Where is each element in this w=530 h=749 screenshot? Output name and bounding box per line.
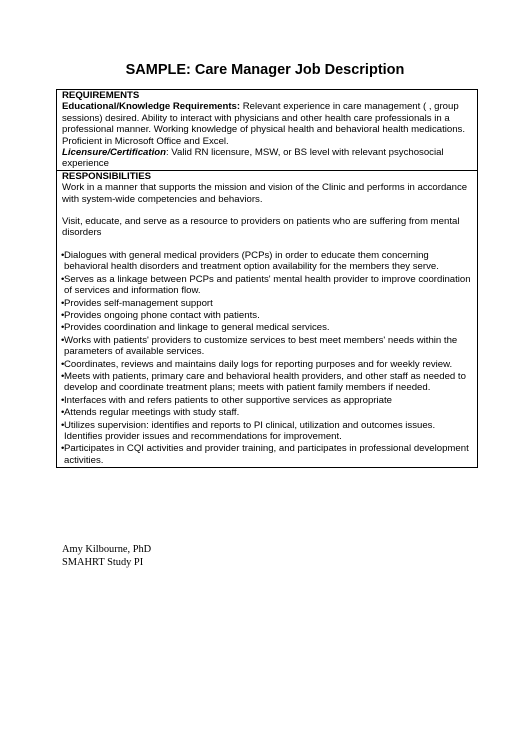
list-item (62, 420, 473, 443)
job-description-table (56, 89, 478, 468)
educational-label: Educational/Knowledge Requirements: (62, 101, 241, 113)
bullet-icon: • (61, 419, 65, 431)
list-item-text: Provides ongoing phone contact with patients. (64, 309, 260, 321)
list-item (62, 310, 473, 321)
bullet-icon: • (61, 407, 65, 419)
list-item-text: Participates in CQI activities and provider training, and participates in professional development activities. (64, 443, 469, 466)
list-item-text: Interfaces with and refers patients to other supportive services as appropriate (64, 394, 392, 406)
list-item (62, 443, 473, 466)
list-item (62, 359, 473, 370)
bullet-icon: • (61, 443, 65, 455)
list-item (62, 298, 473, 309)
bullet-icon: • (61, 322, 65, 334)
bullet-icon: • (61, 297, 65, 309)
list-item (62, 322, 473, 333)
responsibilities-intro-2: Visit, educate, and serve as a resource to providers on patients who are suffering from mental disorders (62, 216, 460, 239)
signature-name: Amy Kilbourne, PhD (62, 544, 152, 555)
bullet-icon: • (61, 394, 65, 406)
list-item (62, 371, 473, 394)
list-item-text: Dialogues with general medical providers (PCPs) in order to educate them concerning behavioral health disorders and treatment option availability for the members they serve. (64, 249, 439, 273)
educational-text: Relevant experience in care management ( , group sessions) desired. Ability to interact with physicians and other health care professionals in a professional manner. Working knowledge of physical health and behavioral health medications. Proficient in Microsoft Office and Excel. (62, 101, 466, 147)
list-item (62, 395, 473, 406)
bullet-icon: • (61, 249, 65, 261)
educational-requirements (62, 101, 473, 147)
spacer (62, 205, 473, 216)
responsibilities-list (62, 250, 473, 466)
requirements-section (57, 90, 477, 170)
bullet-icon: • (61, 370, 65, 382)
licensure-text: : Valid RN licensure, MSW, or BS level with relevant psychosocial experience (62, 147, 444, 170)
list-item-text: Utilizes supervision: identifies and reports to PI clinical, utilization and outcomes issues. Identifies provider issues and recommendations for improvement. (64, 419, 436, 442)
bullet-icon: • (61, 273, 65, 285)
signature-role: SMAHRT Study PI (62, 557, 144, 568)
licensure-label: Licensure/Certification (62, 147, 166, 159)
list-item (62, 274, 473, 297)
list-item-text: Works with patients' providers to customize services to best meet members' needs within the parameters of available services. (64, 334, 458, 358)
list-item (62, 250, 473, 273)
list-item-text: Provides coordination and linkage to general medical services. (64, 322, 330, 334)
list-item (62, 335, 473, 358)
list-item-text: Attends regular meetings with study staff. (64, 407, 240, 419)
list-item-text: Coordinates, reviews and maintains daily logs for reporting purposes and for weekly review. (64, 358, 453, 370)
responsibilities-section (57, 170, 477, 466)
bullet-icon: • (61, 309, 65, 321)
requirements-heading: REQUIREMENTS (62, 90, 140, 101)
licensure-certification (62, 147, 473, 170)
signature-block (62, 543, 151, 569)
responsibilities-heading: RESPONSIBILITIES (62, 170, 152, 182)
document-title: SAMPLE: Care Manager Job Description (125, 62, 405, 78)
responsibilities-intro-1: Work in a manner that supports the mission and vision of the Clinic and performs in accordance with system-wide competencies and behaviors. (62, 182, 468, 205)
spacer (62, 239, 473, 250)
list-item-text: Serves as a linkage between PCPs and patients' mental health provider to improve coordination of services and information flow. (64, 273, 471, 297)
bullet-icon: • (61, 358, 65, 370)
list-item-text: Provides self-management support (64, 297, 213, 309)
bullet-icon: • (61, 334, 65, 346)
list-item-text: Meets with patients, primary care and behavioral health providers, and other staff as needed to develop and coordinate treatment plans; meets with patient family members if needed. (64, 370, 466, 394)
list-item (62, 407, 473, 418)
